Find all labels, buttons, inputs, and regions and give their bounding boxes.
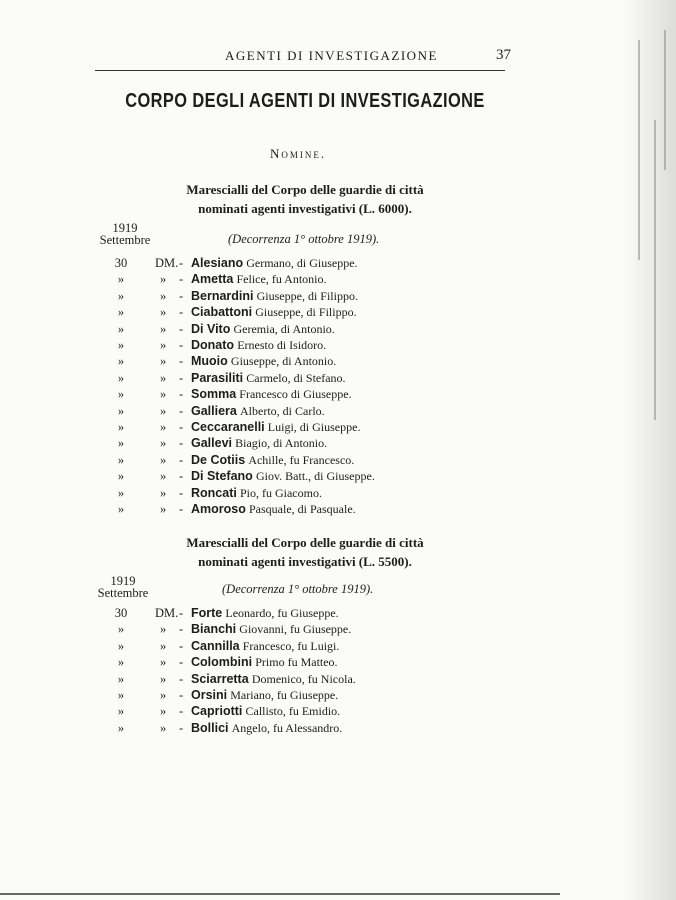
scan-streak (638, 40, 640, 260)
entry-dash: - (179, 655, 184, 670)
entry-day: » (117, 436, 125, 451)
entry-surname: Cannilla (191, 638, 240, 653)
entry-name (191, 289, 358, 304)
entry-details: Felice, fu Antonio. (236, 272, 327, 287)
entry-day: » (117, 420, 125, 434)
entry-day: » (117, 469, 125, 484)
entry-dash: - (179, 688, 184, 702)
entry-name (191, 721, 342, 736)
entry-name (191, 486, 322, 501)
list-item (0, 704, 600, 721)
entry-day: » (117, 370, 125, 385)
entry-surname: Galliera (191, 403, 237, 418)
entry-day: » (117, 622, 125, 637)
entry-surname: Alesiano (191, 256, 244, 270)
heading-line: nominati agenti investigativi (L. 5500). (198, 554, 412, 569)
entry-details: Francesco di Giuseppe. (239, 387, 352, 402)
entry-dash: - (179, 403, 184, 418)
entry-day: » (117, 288, 125, 303)
list-item (0, 502, 600, 519)
month: Settembre (99, 233, 151, 247)
list-item (0, 622, 600, 639)
entry-details: Angelo, fu Alessandro. (231, 720, 343, 735)
entry-surname: Muoio (191, 354, 228, 369)
entry-name (191, 371, 346, 386)
heading-line: Marescialli del Corpo delle guardie di città (186, 182, 424, 197)
entry-mark: » (160, 469, 167, 484)
entry-surname: Bernardini (191, 288, 254, 303)
entry-surname: Gallevi (191, 436, 232, 451)
entry-day: » (117, 403, 125, 418)
entry-surname: Ceccaranelli (191, 420, 265, 434)
date-year-block (90, 222, 160, 246)
list-item (0, 371, 600, 388)
entry-dash: - (179, 256, 184, 270)
entry-name (191, 704, 340, 719)
entry-name (191, 688, 338, 703)
decorrenza-note: (Decorrenza 1° ottobre 1919). (228, 232, 380, 246)
month: Settembre (97, 586, 149, 600)
entry-day: » (117, 655, 125, 670)
page-edge-shadow (624, 0, 676, 900)
entry-surname: Ametta (191, 272, 234, 287)
entry-day: » (117, 720, 125, 735)
entry-day: » (117, 305, 125, 320)
entry-surname: Colombini (191, 655, 253, 670)
entry-mark: » (160, 420, 167, 434)
entry-day: » (117, 671, 125, 686)
entry-mark: » (160, 272, 167, 287)
entry-details: Domenico, fu Nicola. (251, 671, 356, 686)
list-item (0, 338, 600, 355)
entry-details: Callisto, fu Emidio. (245, 704, 341, 719)
entry-name (191, 404, 325, 419)
list-item (0, 305, 600, 322)
date-year-block (88, 575, 158, 599)
entry-name (191, 453, 354, 468)
entry-mark: » (160, 338, 167, 352)
entry-name (191, 387, 352, 402)
list-item (0, 486, 600, 503)
section-heading (115, 180, 495, 218)
entry-dash: - (179, 272, 184, 287)
entry-surname: Orsini (191, 688, 228, 702)
entry-mark: » (160, 452, 167, 467)
list-item (0, 289, 600, 306)
entry-dash: - (179, 622, 184, 637)
entry-name (191, 272, 327, 287)
entry-details: Biagio, di Antonio. (235, 436, 328, 451)
entry-mark: » (160, 436, 167, 451)
entry-dash: - (179, 638, 184, 653)
entry-surname: Di Stefano (191, 469, 253, 484)
list-item (0, 655, 600, 672)
entry-surname: Ciabattoni (191, 305, 253, 320)
entry-dash: - (179, 469, 184, 484)
list-item (0, 672, 600, 689)
entry-dash: - (179, 321, 184, 336)
entry-details: Germano, di Giuseppe. (246, 256, 358, 270)
entry-surname: Amoroso (191, 502, 246, 516)
running-title: AGENTI DI INVESTIGAZIONE (225, 48, 438, 63)
entry-dash: - (179, 671, 184, 686)
list-item (0, 404, 600, 421)
entry-mark: » (160, 354, 167, 369)
entry-surname: Capriotti (191, 704, 243, 719)
entry-details: Pasquale, di Pasquale. (249, 502, 356, 516)
entry-name (191, 655, 338, 670)
entry-mark: » (160, 321, 167, 336)
entry-dash: - (179, 704, 184, 719)
entry-day: » (117, 452, 125, 467)
decorrenza-note: (Decorrenza 1° ottobre 1919). (222, 582, 374, 596)
list-item (0, 256, 600, 273)
section-heading (115, 533, 495, 571)
entry-details: Carmelo, di Stefano. (246, 370, 346, 385)
section-subtitle: Nomine. (270, 146, 327, 161)
page-number: 37 (496, 47, 511, 63)
entry-name (191, 436, 327, 451)
entry-day: » (117, 338, 125, 352)
heading-line: Marescialli del Corpo delle guardie di città (186, 535, 424, 550)
entry-mark: » (160, 655, 167, 670)
entry-details: Pio, fu Giacomo. (239, 485, 322, 500)
header-rule (95, 70, 505, 71)
entry-mark: DM. (155, 256, 179, 270)
entry-details: Giuseppe, di Filippo. (256, 288, 358, 303)
list-item (0, 721, 600, 738)
scan-streak (654, 120, 656, 420)
running-header (95, 48, 511, 70)
entry-dash: - (179, 606, 184, 620)
entry-surname: Parasiliti (191, 370, 244, 385)
entry-surname: Forte (191, 606, 223, 620)
list-item (0, 420, 600, 437)
entry-mark: » (160, 704, 167, 719)
entry-day: » (117, 354, 125, 369)
entry-name (191, 338, 326, 353)
entry-surname: Di Vito (191, 321, 231, 336)
entry-name (191, 469, 375, 484)
page-title: CORPO DEGLI AGENTI DI INVESTIGAZIONE (125, 90, 485, 112)
list-item (0, 688, 600, 705)
entry-day: 30 (114, 256, 128, 270)
entry-mark: » (160, 671, 167, 686)
entry-name (191, 354, 336, 369)
entry-details: Giuseppe, di Filippo. (255, 305, 357, 320)
entry-details: Giov. Batt., di Giuseppe. (255, 469, 375, 484)
list-item (0, 453, 600, 470)
entry-mark: DM. (155, 606, 179, 620)
list-item (0, 322, 600, 339)
entry-dash: - (179, 370, 184, 385)
entry-surname: Donato (191, 338, 235, 352)
entry-dash: - (179, 485, 184, 500)
entry-mark: » (160, 622, 167, 637)
list-item (0, 639, 600, 656)
entry-name (191, 322, 335, 337)
entry-dash: - (179, 502, 184, 516)
scan-bottom-edge (0, 893, 560, 895)
entry-mark: » (160, 305, 167, 320)
entry-day: » (117, 502, 125, 516)
entry-name (191, 420, 360, 435)
entry-details: Ernesto di Isidoro. (237, 338, 327, 352)
entry-day: » (117, 688, 125, 702)
year: 1919 (112, 221, 138, 235)
entry-surname: Sciarretta (191, 671, 249, 686)
entry-mark: » (160, 638, 167, 653)
entry-dash: - (179, 387, 184, 402)
list-item (0, 436, 600, 453)
entry-mark: » (160, 370, 167, 385)
list-item (0, 387, 600, 404)
list-item (0, 606, 600, 623)
entry-dash: - (179, 288, 184, 303)
entry-details: Achille, fu Francesco. (248, 452, 355, 467)
entry-surname: De Cotiis (191, 452, 246, 467)
entry-day: » (117, 704, 125, 719)
entry-mark: » (160, 688, 167, 702)
entry-dash: - (179, 420, 184, 434)
entry-surname: Bollici (191, 720, 229, 735)
entry-details: Francesco, fu Luigi. (242, 638, 340, 653)
entry-day: » (117, 387, 125, 402)
entry-details: Mariano, fu Giuseppe. (230, 688, 339, 702)
year: 1919 (110, 574, 136, 588)
entry-name (191, 606, 339, 621)
list-item (0, 354, 600, 371)
entry-mark: » (160, 502, 167, 516)
entry-name (191, 672, 356, 687)
entry-details: Alberto, di Carlo. (240, 403, 325, 418)
entry-dash: - (179, 436, 184, 451)
entry-details: Leonardo, fu Giuseppe. (225, 606, 339, 620)
entry-details: Giovanni, fu Giuseppe. (239, 622, 352, 637)
entry-dash: - (179, 305, 184, 320)
entry-details: Giuseppe, di Antonio. (230, 354, 337, 369)
entry-dash: - (179, 720, 184, 735)
entry-details: Luigi, di Giuseppe. (267, 420, 361, 434)
entry-dash: - (179, 354, 184, 369)
heading-line: nominati agenti investigativi (L. 6000). (198, 201, 412, 216)
entry-surname: Roncati (191, 485, 237, 500)
entry-details: Primo fu Matteo. (255, 655, 338, 670)
entry-day: » (117, 321, 125, 336)
entry-day: 30 (114, 606, 128, 620)
entry-day: » (117, 638, 125, 653)
entry-mark: » (160, 387, 167, 402)
entry-name (191, 256, 358, 271)
entry-details: Geremia, di Antonio. (233, 321, 335, 336)
entry-surname: Bianchi (191, 622, 237, 637)
entry-name (191, 305, 357, 320)
entry-mark: » (160, 485, 167, 500)
entry-mark: » (160, 288, 167, 303)
entry-dash: - (179, 338, 184, 352)
entry-dash: - (179, 452, 184, 467)
entry-mark: » (160, 720, 167, 735)
entry-day: » (117, 272, 125, 287)
list-item (0, 469, 600, 486)
entry-day: » (117, 485, 125, 500)
scan-streak (664, 30, 666, 170)
entry-name (191, 622, 351, 637)
list-item (0, 272, 600, 289)
entry-name (191, 639, 339, 654)
entry-mark: » (160, 403, 167, 418)
entry-surname: Somma (191, 387, 237, 402)
entry-name (191, 502, 356, 517)
